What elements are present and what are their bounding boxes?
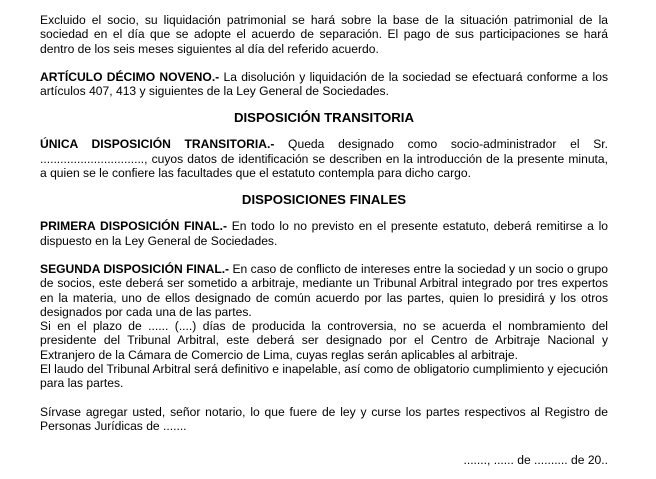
unica-disposicion-title: ÚNICA DISPOSICIÓN TRANSITORIA.- <box>40 137 275 152</box>
paragraph-exclusion-liquidation: Excluido el socio, su liquidación patrimonial se hará sobre la base de la situación patrimonial de la sociedad en el día que se adopte el acuerdo de separación. El pago de sus participaciones se hará dentro de los seis meses siguientes al día del referido acuerdo. <box>40 13 608 56</box>
article-nineteen-title: ARTÍCULO DÉCIMO NOVENO.- <box>40 69 220 84</box>
segunda-disposicion-title: SEGUNDA DISPOSICIÓN FINAL.- <box>40 261 230 276</box>
unica-disposicion-text: Queda designado como socio-administrador el Sr. ..............................., cuyos datos de identificación se describen en la introducción de la presente minuta, a quien se le confiere las facultades que el estatuto contempla para dicho cargo. <box>40 137 608 181</box>
article-nineteen <box>40 70 608 99</box>
heading-disposicion-transitoria: DISPOSICIÓN TRANSITORIA <box>233 110 414 126</box>
spacer <box>40 180 608 192</box>
segunda-disposicion-laudo: El laudo del Tribunal Arbitral será definitivo e inapelable, así como de obligatorio cumplimiento y ejecución para las partes. <box>40 362 608 391</box>
spacer <box>40 248 608 262</box>
spacer <box>40 56 608 70</box>
segunda-disposicion-plazo: Si en el plazo de ...... (....) días de producida la controversia, no se acuerda el nombramiento del presidente del Tribunal Arbitral, este deberá ser designado por el Centro de Arbitraje Nacional y Extranjero de la Cámara de Comercio de Lima, cuyas reglas serán aplicables al arbitraje. <box>40 319 608 362</box>
spacer <box>40 126 608 137</box>
closing-date-line: ......., ...... de .......... de 20.. <box>463 453 608 468</box>
spacer <box>40 98 608 110</box>
primera-disposicion-text: En todo lo no previsto en el presente estatuto, deberá remitirse a lo dispuesto en la Ley General de Sociedades. <box>40 219 609 248</box>
segunda-disposicion-final <box>40 262 608 319</box>
closing-request: Sírvase agregar usted, señor notario, lo que fuere de ley y curse los partes respectivos al Registro de Personas Jurídicas de ....... <box>40 404 608 433</box>
primera-disposicion-final <box>40 219 608 248</box>
spacer <box>40 208 608 219</box>
spacer <box>40 391 608 405</box>
article-nineteen-text: La disolución y liquidación de la sociedad se efectuará conforme a los artículos 407, 413 y siguientes de la Ley General de Sociedades. <box>40 69 608 99</box>
unica-disposicion-transitoria <box>40 137 608 180</box>
primera-disposicion-title: PRIMERA DISPOSICIÓN FINAL.- <box>40 219 227 234</box>
document-page <box>40 13 608 468</box>
heading-disposiciones-finales: DISPOSICIONES FINALES <box>241 192 407 208</box>
spacer <box>40 433 608 453</box>
segunda-disposicion-text: En caso de conflicto de intereses entre la sociedad y un socio o grupo de socios, este deberá ser sometido a arbitraje, mediante un Tribunal Arbitral integrado por tres expertos en la materia, uno de ellos designado de común acuerdo por las partes, quien lo presidirá y los otros designados por cada una de las partes. <box>40 261 609 319</box>
